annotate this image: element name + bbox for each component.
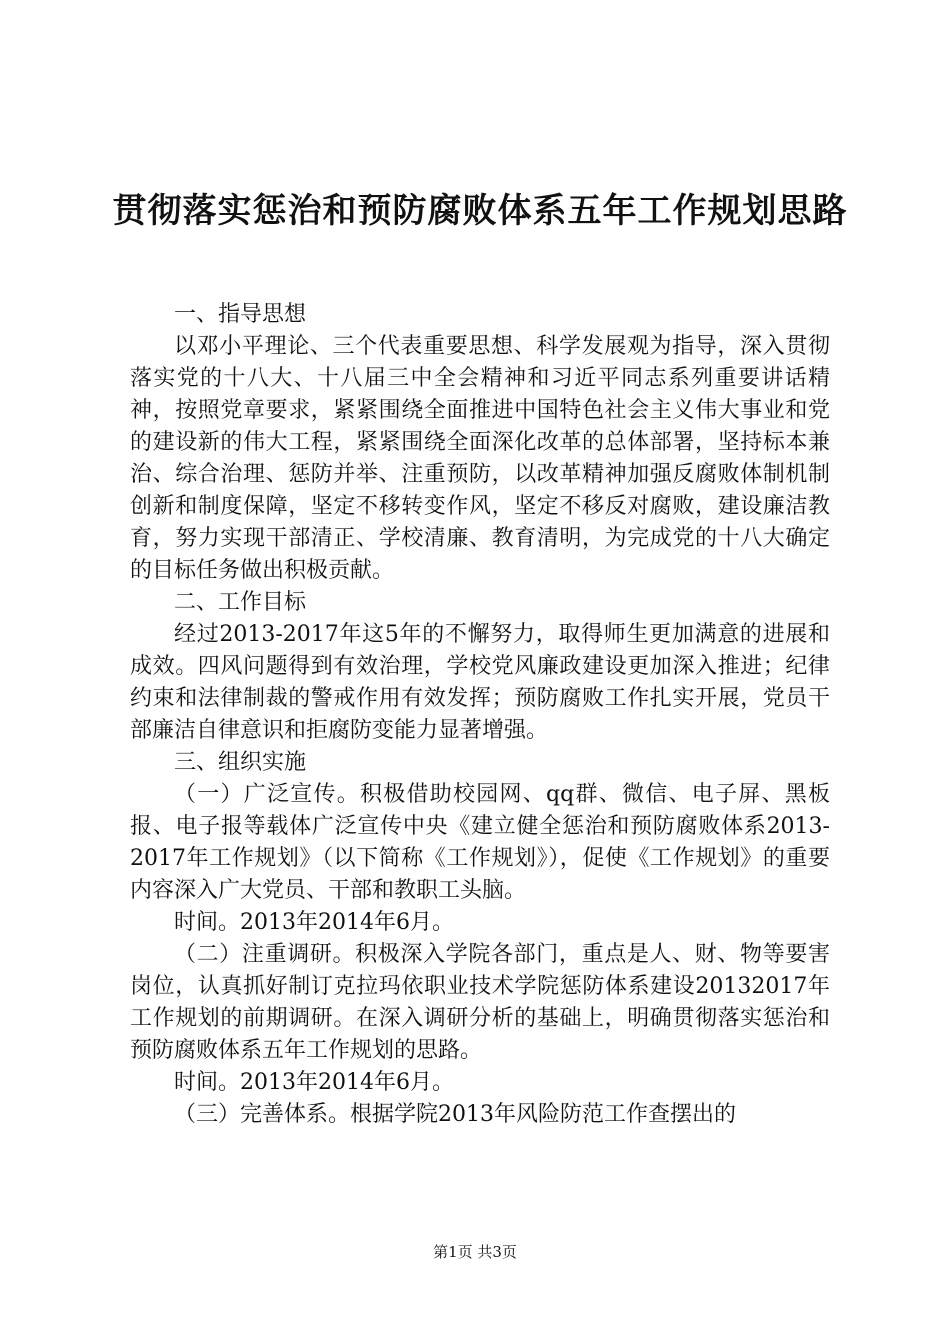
document-body: [130, 299, 830, 1131]
section-heading: 一、指导思想: [174, 302, 307, 327]
paragraph: 时间。2013年2014年6月。: [174, 1070, 454, 1095]
paragraph: （三）完善体系。根据学院2013年风险防范工作查摆出的: [174, 1102, 736, 1127]
paragraph: （二）注重调研。积极深入学院各部门，重点是人、财、物等要害岗位，认真抓好制订克拉玛依职业技术学院惩防体系建设20132017年工作规划的前期调研。在深入调研分析的基础上，明确贯彻落实惩治和预防腐败体系五年工作规划的思路。: [130, 942, 830, 1063]
section-heading: 二、工作目标: [174, 590, 307, 615]
document-title: 贯彻落实惩治和预防腐败体系五年工作规划思路: [112, 191, 848, 231]
page-footer: 第1页 共3页: [433, 1243, 517, 1261]
paragraph: 以邓小平理论、三个代表重要思想、科学发展观为指导，深入贯彻落实党的十八大、十八届三中全会精神和习近平同志系列重要讲话精神，按照党章要求，紧紧围绕全面推进中国特色社会主义伟大事业和党的建设新的伟大工程，紧紧围绕全面深化改革的总体部署，坚持标本兼治、综合治理、惩防并举、注重预防，以改革精神加强反腐败体制机制创新和制度保障，坚定不移转变作风，坚定不移反对腐败，建设廉洁教育，努力实现干部清正、学校清廉、教育清明，为完成党的十八大确定的目标任务做出积极贡献。: [130, 334, 830, 583]
paragraph: 经过2013-2017年这5年的不懈努力，取得师生更加满意的进展和成效。四风问题得到有效治理，学校党风廉政建设更加深入推进；纪律约束和法律制裁的警戒作用有效发挥；预防腐败工作扎实开展，党员干部廉洁自律意识和拒腐防变能力显著增强。: [130, 622, 830, 743]
paragraph: 时间。2013年2014年6月。: [174, 910, 454, 935]
section-heading: 三、组织实施: [174, 750, 307, 775]
paragraph: （一）广泛宣传。积极借助校园网、qq群、微信、电子屏、黑板报、电子报等载体广泛宣传中央《建立健全惩治和预防腐败体系2013-2017年工作规划》（以下简称《工作规划》），促使《工作规划》的重要内容深入广大党员、干部和教职工头脑。: [130, 782, 830, 903]
